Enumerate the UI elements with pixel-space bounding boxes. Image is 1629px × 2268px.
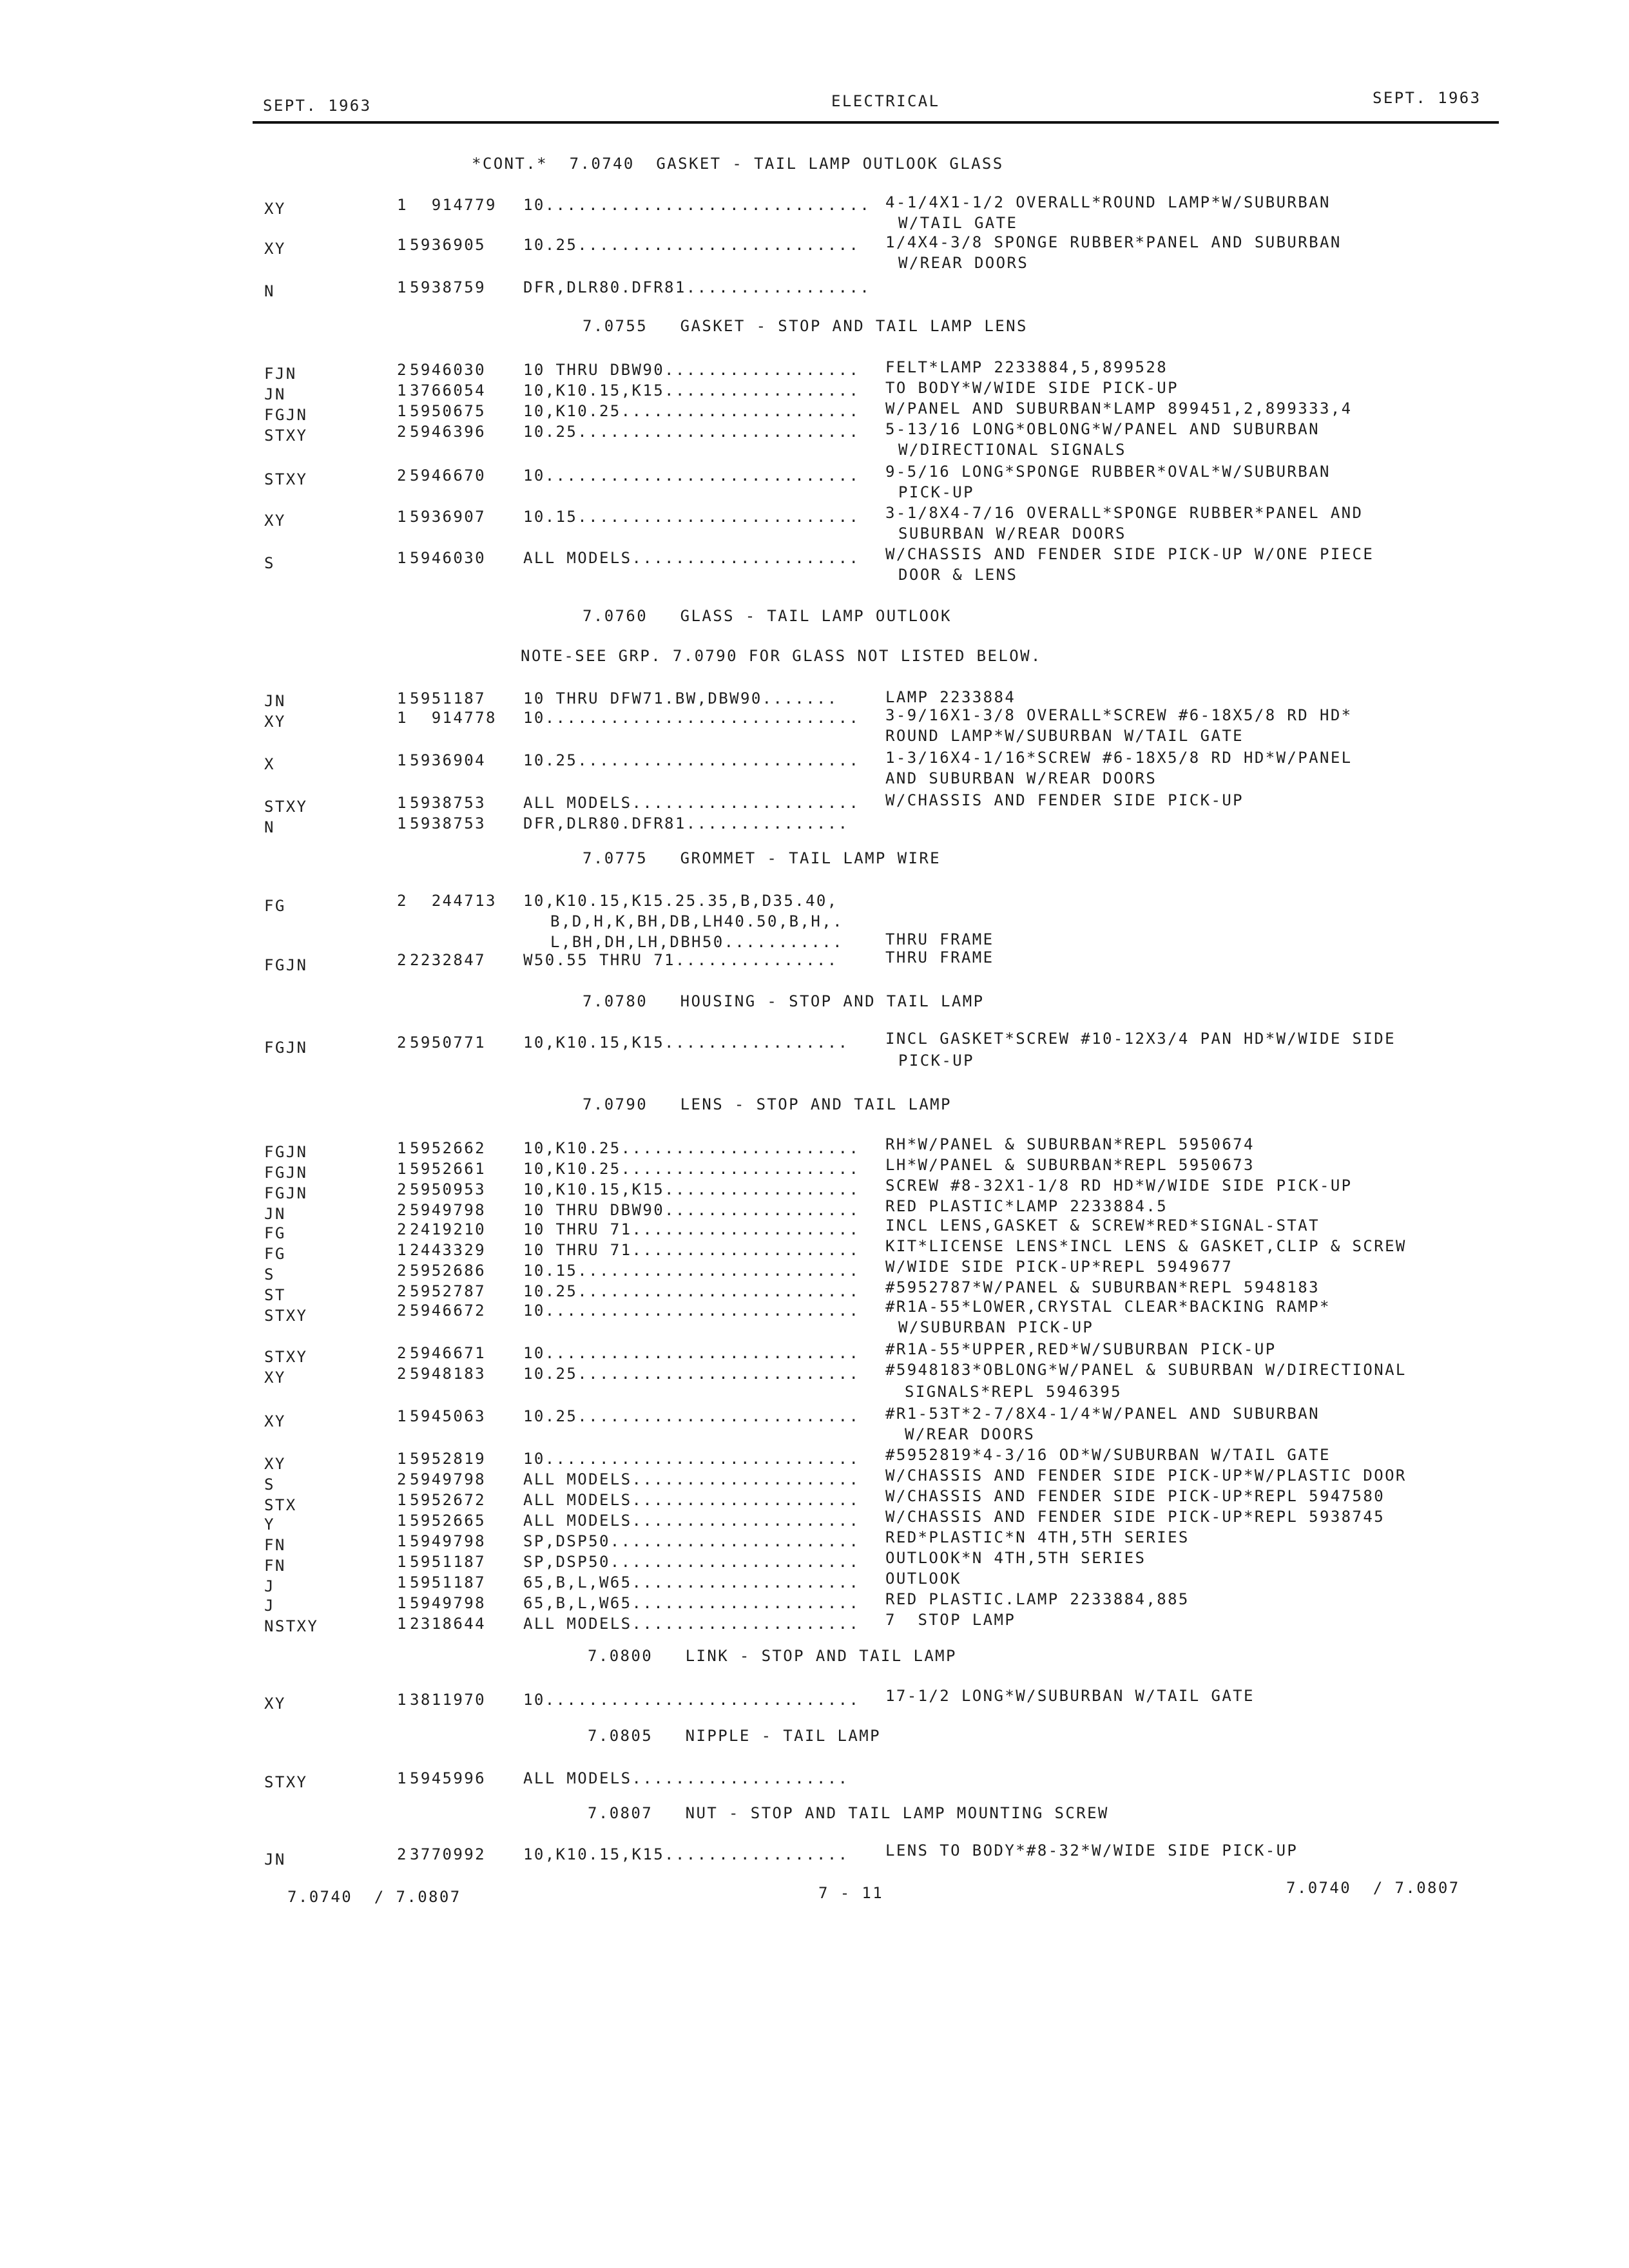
application-codes: JN (264, 1850, 286, 1869)
part-description: 3-1/8X4-7/16 OVERALL*SPONGE RUBBER*PANEL AND (885, 504, 1364, 522)
model-list: 10,K10.15,K15.................. (523, 381, 860, 399)
part-number: 2318644 (410, 1615, 486, 1633)
model-list: ALL MODELS..................... (523, 549, 860, 567)
application-codes: S (264, 554, 275, 572)
model-list: 10,K10.15,K15................. (523, 1033, 849, 1052)
part-description: 9-5/16 LONG*SPONGE RUBBER*OVAL*W/SUBURBAN (885, 463, 1331, 481)
model-list: 10............................. (523, 1344, 860, 1362)
part-number: 5952819 (410, 1450, 486, 1468)
section-title: 7.0800 LINK - STOP AND TAIL LAMP (588, 1647, 957, 1665)
part-description: THRU FRAME (885, 948, 994, 966)
part-number: 2419210 (410, 1220, 486, 1238)
quantity: 1 (397, 196, 408, 214)
quantity: 1 (397, 709, 408, 727)
part-description: INCL GASKET*SCREW #10-12X3/4 PAN HD*W/WIDE SIDE (885, 1030, 1396, 1048)
section-title: *CONT.* 7.0740 GASKET - TAIL LAMP OUTLOOK GLASS (472, 155, 1004, 173)
model-list: DFR,DLR80.DFR81................. (523, 278, 871, 296)
part-description: #R1-53T*2-7/8X4-1/4*W/PANEL AND SUBURBAN (885, 1405, 1320, 1423)
model-list: 10 THRU DBW90.................. (523, 1201, 860, 1219)
model-list: ALL MODELS.................... (523, 1769, 849, 1787)
application-codes: J (264, 1577, 275, 1595)
part-number: 244713 (410, 892, 497, 910)
part-number: 5938753 (410, 794, 486, 812)
section-title: 7.0807 NUT - STOP AND TAIL LAMP MOUNTING SCREW (588, 1804, 1109, 1822)
quantity: 2 (397, 423, 408, 441)
part-number: 3766054 (410, 381, 486, 399)
part-description: RED*PLASTIC*N 4TH,5TH SERIES (885, 1528, 1190, 1546)
model-list: 65,B,L,W65..................... (523, 1594, 860, 1612)
part-number: 5950953 (410, 1180, 486, 1198)
part-description: #5948183*OBLONG*W/PANEL & SUBURBAN W/DIRECTIONAL (885, 1361, 1407, 1379)
part-number: 5936905 (410, 236, 486, 254)
model-list: 10.25.......................... (523, 1282, 860, 1300)
part-number: 5951187 (410, 1553, 486, 1571)
part-description: 4-1/4X1-1/2 OVERALL*ROUND LAMP*W/SUBURBAN (885, 193, 1331, 211)
part-number: 5950675 (410, 402, 486, 420)
application-codes: FGJN (264, 406, 308, 424)
model-list: ALL MODELS..................... (523, 1615, 860, 1633)
quantity: 2 (397, 1180, 408, 1198)
part-number: 2443329 (410, 1241, 486, 1259)
part-description: #R1A-55*LOWER,CRYSTAL CLEAR*BACKING RAMP* (885, 1298, 1331, 1316)
part-number: 5952662 (410, 1139, 486, 1157)
part-description: 3-9/16X1-3/8 OVERALL*SCREW #6-18X5/8 RD HD* (885, 706, 1353, 724)
quantity: 2 (397, 1282, 408, 1300)
part-description: W/CHASSIS AND FENDER SIDE PICK-UP (885, 791, 1244, 809)
model-list: 10............................. (523, 1450, 860, 1468)
model-list: 10.25.......................... (523, 1407, 860, 1425)
quantity: 2 (397, 1344, 408, 1362)
part-description: #R1A-55*UPPER,RED*W/SUBURBAN PICK-UP (885, 1340, 1277, 1358)
part-description: W/DIRECTIONAL SIGNALS (898, 441, 1126, 459)
application-codes: FGJN (264, 1143, 308, 1161)
section-title: 7.0755 GASKET - STOP AND TAIL LAMP LENS (583, 317, 1028, 335)
part-description: LENS TO BODY*#8-32*W/WIDE SIDE PICK-UP (885, 1841, 1298, 1860)
part-number: 5949798 (410, 1201, 486, 1219)
part-description: KIT*LICENSE LENS*INCL LENS & GASKET,CLIP & SCREW (885, 1237, 1407, 1255)
application-codes: STXY (264, 1348, 308, 1366)
application-codes: XY (264, 1455, 286, 1473)
quantity: 1 (397, 1532, 408, 1550)
quantity: 1 (397, 794, 408, 812)
part-description: RH*W/PANEL & SUBURBAN*REPL 5950674 (885, 1135, 1255, 1153)
part-description: 7 STOP LAMP (885, 1611, 1016, 1629)
quantity: 1 (397, 1594, 408, 1612)
part-description: PICK-UP (898, 483, 974, 501)
quantity: 1 (397, 1407, 408, 1425)
quantity: 1 (397, 1139, 408, 1157)
part-number: 5952686 (410, 1262, 486, 1280)
part-description: ROUND LAMP*W/SUBURBAN W/TAIL GATE (885, 727, 1244, 745)
part-number: 5949798 (410, 1594, 486, 1612)
part-number: 5948183 (410, 1365, 486, 1383)
quantity: 1 (397, 549, 408, 567)
application-codes: STXY (264, 1773, 308, 1791)
part-number: 5949798 (410, 1470, 486, 1488)
application-codes: FGJN (264, 1164, 308, 1182)
section-note: NOTE-SEE GRP. 7.0790 FOR GLASS NOT LISTED BELOW. (521, 647, 1042, 665)
part-description: OUTLOOK*N 4TH,5TH SERIES (885, 1549, 1146, 1567)
quantity: 2 (397, 361, 408, 379)
part-number: 5952672 (410, 1491, 486, 1509)
application-codes: J (264, 1597, 275, 1615)
part-number: 5938759 (410, 278, 486, 296)
quantity: 2 (397, 1302, 408, 1320)
part-number: 3770992 (410, 1845, 486, 1863)
part-description: THRU FRAME (885, 930, 994, 948)
quantity: 1 (397, 381, 408, 399)
part-number: 5946671 (410, 1344, 486, 1362)
application-codes: N (264, 282, 275, 300)
quantity: 1 (397, 1573, 408, 1591)
part-description: 1/4X4-3/8 SPONGE RUBBER*PANEL AND SUBURBAN (885, 233, 1342, 251)
model-list: 10,K10.25...................... (523, 1139, 860, 1157)
part-description: 5-13/16 LONG*OBLONG*W/PANEL AND SUBURBAN (885, 420, 1320, 438)
part-number: 5952661 (410, 1160, 486, 1178)
part-description: SUBURBAN W/REAR DOORS (898, 524, 1126, 543)
quantity: 1 (397, 1553, 408, 1571)
application-codes: ST (264, 1286, 286, 1304)
quantity: 1 (397, 751, 408, 769)
model-list: 10............................. (523, 1302, 860, 1320)
quantity: 2 (397, 1470, 408, 1488)
part-description: PICK-UP (898, 1052, 974, 1070)
application-codes: FG (264, 897, 286, 915)
application-codes: XY (264, 1369, 286, 1387)
quantity: 1 (397, 1241, 408, 1259)
part-description: FELT*LAMP 2233884,5,899528 (885, 358, 1168, 376)
application-codes: NSTXY (264, 1617, 319, 1635)
quantity: 1 (397, 814, 408, 832)
model-list: 10.............................. (523, 196, 871, 214)
application-codes: STX (264, 1496, 297, 1514)
model-list: 10 THRU DBW90.................. (523, 361, 860, 379)
part-description: 17-1/2 LONG*W/SUBURBAN W/TAIL GATE (885, 1687, 1255, 1705)
application-codes: XY (264, 240, 286, 258)
model-list: 10.25.......................... (523, 423, 860, 441)
application-codes: STXY (264, 470, 308, 488)
application-codes: FGJN (264, 1039, 308, 1057)
quantity: 2 (397, 1845, 408, 1863)
quantity: 1 (397, 1160, 408, 1178)
quantity: 1 (397, 689, 408, 707)
part-number: 5951187 (410, 689, 486, 707)
quantity: 1 (397, 1491, 408, 1509)
model-list: 10,K10.15,K15.................. (523, 1180, 860, 1198)
model-list: 10,K10.25...................... (523, 402, 860, 420)
quantity: 1 (397, 402, 408, 420)
application-codes: FN (264, 1557, 286, 1575)
header-right-date: SEPT. 1963 (1373, 89, 1481, 107)
quantity: 1 (397, 1691, 408, 1709)
quantity: 1 (397, 1512, 408, 1530)
model-list: 10 THRU 71..................... (523, 1241, 860, 1259)
part-number: 5936904 (410, 751, 486, 769)
application-codes: JN (264, 692, 286, 710)
model-list: ALL MODELS..................... (523, 794, 860, 812)
quantity: 2 (397, 1365, 408, 1383)
part-number: 5952665 (410, 1512, 486, 1530)
part-number: 5951187 (410, 1573, 486, 1591)
application-codes: FG (264, 1245, 286, 1263)
quantity: 2 (397, 466, 408, 485)
part-description: OUTLOOK (885, 1570, 961, 1588)
header-section-title: ELECTRICAL (831, 92, 940, 110)
part-description: LH*W/PANEL & SUBURBAN*REPL 5950673 (885, 1156, 1255, 1174)
part-number: 2232847 (410, 951, 486, 969)
part-description: DOOR & LENS (898, 566, 1018, 584)
part-description: W/CHASSIS AND FENDER SIDE PICK-UP*W/PLASTIC DOOR (885, 1466, 1407, 1485)
quantity: 2 (397, 1262, 408, 1280)
application-codes: XY (264, 512, 286, 530)
quantity: 2 (397, 1033, 408, 1052)
part-description: LAMP 2233884 (885, 688, 1016, 706)
part-description: SIGNALS*REPL 5946395 (905, 1383, 1122, 1401)
part-number: 5946030 (410, 361, 486, 379)
model-list: ALL MODELS..................... (523, 1512, 860, 1530)
part-number: 5946672 (410, 1302, 486, 1320)
application-codes: FGJN (264, 956, 308, 974)
quantity: 1 (397, 1615, 408, 1633)
model-list: 10,K10.15,K15.25.35,B,D35.40, (523, 892, 838, 910)
application-codes: XY (264, 1412, 286, 1430)
application-codes: FJN (264, 365, 297, 383)
part-number: 5946396 (410, 423, 486, 441)
application-codes: XY (264, 1695, 286, 1713)
part-number: 5945063 (410, 1407, 486, 1425)
part-number: 3811970 (410, 1691, 486, 1709)
model-list: ALL MODELS..................... (523, 1491, 860, 1509)
part-description: SCREW #8-32X1-1/8 RD HD*W/WIDE SIDE PICK-UP (885, 1177, 1353, 1195)
section-title: 7.0805 NIPPLE - TAIL LAMP (588, 1727, 881, 1745)
model-list: 10............................. (523, 466, 860, 485)
model-list: 10.25.......................... (523, 1365, 860, 1383)
model-list: 10.15.......................... (523, 1262, 860, 1280)
model-list: 10 THRU DFW71.BW,DBW90....... (523, 689, 838, 707)
application-codes: STXY (264, 1307, 308, 1325)
part-description: TO BODY*W/WIDE SIDE PICK-UP (885, 379, 1179, 397)
model-list: 10.25.......................... (523, 236, 860, 254)
part-description: AND SUBURBAN W/REAR DOORS (885, 769, 1157, 787)
part-description: RED PLASTIC*LAMP 2233884.5 (885, 1197, 1168, 1215)
quantity: 2 (397, 1220, 408, 1238)
quantity: 1 (397, 278, 408, 296)
model-list: SP,DSP50....................... (523, 1532, 860, 1550)
part-number: 5936907 (410, 508, 486, 526)
application-codes: STXY (264, 798, 308, 816)
application-codes: S (264, 1475, 275, 1494)
application-codes: FN (264, 1536, 286, 1554)
model-list: L,BH,DH,LH,DBH50........... (550, 933, 843, 951)
part-description: 1-3/16X4-1/16*SCREW #6-18X5/8 RD HD*W/PANEL (885, 749, 1353, 767)
part-number: 5938753 (410, 814, 486, 832)
application-codes: FGJN (264, 1184, 308, 1202)
application-codes: JN (264, 385, 286, 403)
part-description: W/PANEL AND SUBURBAN*LAMP 899451,2,899333,4 (885, 399, 1353, 418)
model-list: 10,K10.25...................... (523, 1160, 860, 1178)
part-description: W/REAR DOORS (905, 1425, 1036, 1443)
model-list: 10.15.......................... (523, 508, 860, 526)
quantity: 1 (397, 1769, 408, 1787)
application-codes: Y (264, 1515, 275, 1533)
part-description: W/CHASSIS AND FENDER SIDE PICK-UP*REPL 5938745 (885, 1508, 1385, 1526)
application-codes: XY (264, 200, 286, 218)
part-number: 5946030 (410, 549, 486, 567)
model-list: 10............................. (523, 1691, 860, 1709)
model-list: 10.25.......................... (523, 751, 860, 769)
part-number: 914779 (410, 196, 497, 214)
application-codes: S (264, 1265, 275, 1283)
model-list: 10 THRU 71..................... (523, 1220, 860, 1238)
section-title: 7.0790 LENS - STOP AND TAIL LAMP (583, 1095, 952, 1113)
part-description: #5952819*4-3/16 OD*W/SUBURBAN W/TAIL GATE (885, 1446, 1331, 1464)
model-list: B,D,H,K,BH,DB,LH40.50,B,H,. (550, 912, 843, 930)
model-list: DFR,DLR80.DFR81............... (523, 814, 849, 832)
part-number: 5945996 (410, 1769, 486, 1787)
quantity: 1 (397, 236, 408, 254)
part-description: RED PLASTIC.LAMP 2233884,885 (885, 1590, 1190, 1608)
section-title: 7.0780 HOUSING - STOP AND TAIL LAMP (583, 992, 985, 1010)
application-codes: X (264, 755, 275, 773)
model-list: ALL MODELS..................... (523, 1470, 860, 1488)
part-description: INCL LENS,GASKET & SCREW*RED*SIGNAL-STAT (885, 1216, 1320, 1235)
quantity: 2 (397, 1201, 408, 1219)
part-description: W/CHASSIS AND FENDER SIDE PICK-UP*REPL 5947580 (885, 1487, 1385, 1505)
quantity: 2 (397, 951, 408, 969)
footer-right-range: 7.0740 / 7.0807 (1286, 1879, 1460, 1897)
part-description: W/SUBURBAN PICK-UP (898, 1318, 1094, 1336)
part-number: 5952787 (410, 1282, 486, 1300)
application-codes: STXY (264, 427, 308, 445)
part-number: 5950771 (410, 1033, 486, 1052)
model-list: 10............................. (523, 709, 860, 727)
model-list: 10,K10.15,K15................. (523, 1845, 849, 1863)
quantity: 2 (397, 892, 408, 910)
quantity: 1 (397, 508, 408, 526)
application-codes: XY (264, 713, 286, 731)
application-codes: N (264, 818, 275, 836)
application-codes: FG (264, 1224, 286, 1242)
application-codes: JN (264, 1205, 286, 1223)
section-title: 7.0775 GROMMET - TAIL LAMP WIRE (583, 849, 941, 867)
model-list: SP,DSP50....................... (523, 1553, 860, 1571)
part-description: W/TAIL GATE (898, 214, 1018, 232)
header-rule (253, 121, 1499, 124)
part-number: 914778 (410, 709, 497, 727)
part-description: W/WIDE SIDE PICK-UP*REPL 5949677 (885, 1258, 1233, 1276)
part-description: W/REAR DOORS (898, 254, 1029, 272)
header-left-date: SEPT. 1963 (263, 97, 372, 115)
model-list: W50.55 THRU 71............... (523, 951, 838, 969)
model-list: 65,B,L,W65..................... (523, 1573, 860, 1591)
part-description: W/CHASSIS AND FENDER SIDE PICK-UP W/ONE PIECE (885, 545, 1374, 563)
quantity: 1 (397, 1450, 408, 1468)
part-number: 5946670 (410, 466, 486, 485)
section-title: 7.0760 GLASS - TAIL LAMP OUTLOOK (583, 607, 952, 625)
part-description: #5952787*W/PANEL & SUBURBAN*REPL 5948183 (885, 1278, 1320, 1296)
page-number: 7 - 11 (818, 1884, 884, 1902)
part-number: 5949798 (410, 1532, 486, 1550)
footer-left-range: 7.0740 / 7.0807 (287, 1888, 461, 1906)
